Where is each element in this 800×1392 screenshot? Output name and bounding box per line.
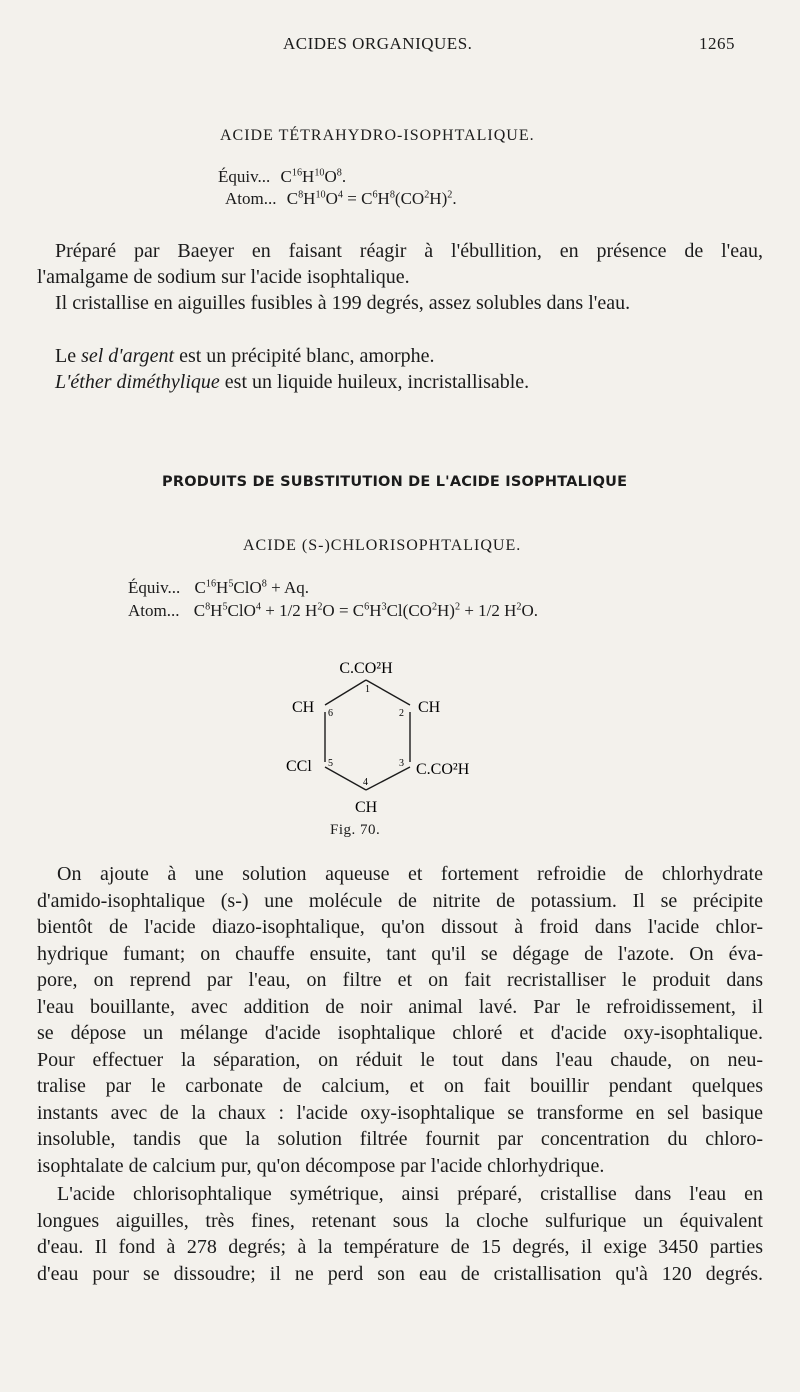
body-line: se dépose un mélange d'acide isophtalique chloré et d'acide oxy-isophtalique. <box>37 1022 763 1044</box>
position-2: 2 <box>399 708 404 719</box>
bond-5-4 <box>325 767 366 790</box>
right-lower-label: C.CO²H <box>416 761 470 778</box>
top-group-label: C.CO²H <box>339 660 393 677</box>
body-line: pore, on reprend par l'eau, on filtre et on fait recristalliser le produit dans <box>37 969 763 991</box>
left-upper-label: CH <box>292 699 315 716</box>
body-line: tralise par le carbonate de calcium, et on fait bouillir pendant quelques <box>37 1075 763 1097</box>
section2-title: ACIDE (S-)CHLORISOPHTALIQUE. <box>243 537 522 554</box>
body-line: d'eau pour se dissoudre; il ne perd son eau de cristallisation qu'à 120 degrés. <box>37 1262 763 1285</box>
equiv-label: Équiv... <box>128 578 181 597</box>
position-4: 4 <box>363 777 368 788</box>
section2-heading: PRODUITS DE SUBSTITUTION DE L'ACIDE ISOPHTALIQUE <box>162 474 628 490</box>
body-line: bientôt de l'acide diazo-isophtalique, qu'on dissout à froid dans l'acide chlor- <box>37 916 763 938</box>
atom-label: Atom... <box>128 601 180 620</box>
bond-3-4 <box>366 767 410 790</box>
body-line: longues aiguilles, très fines, retenant sous la cloche sulfurique un équivalent <box>37 1209 763 1232</box>
body-line: On ajoute à une solution aqueuse et fortement refroidie de chlorhydrate <box>57 863 763 885</box>
section2-atom-formula: Atom... $C^8H^5ClO^4 + 1/2$ $H^2O = C^6H^3Cl(CO^2H)^2 + 1/2$ $H^2O$. <box>128 601 539 620</box>
body-line: hydrique fumant; on chauffe ensuite, tant qu'il se dégage de l'azote. On éva- <box>37 942 763 965</box>
section1-para2: Il cristallise en aiguilles fusibles à 199 degrés, assez solubles dans l'eau. <box>55 292 631 314</box>
section1-para4: L'éther diméthylique est un liquide huileux, incristallisable. <box>55 371 530 393</box>
page-number: 1265 <box>699 34 735 53</box>
right-upper-label: CH <box>418 699 441 716</box>
body-line: isophtalate de calcium pur, qu'on décompose par l'acide chlorhydrique. <box>37 1154 605 1177</box>
bond-1-2 <box>366 680 410 705</box>
body-paragraph <box>37 861 763 1179</box>
atom-label: Atom... <box>225 189 277 208</box>
position-3: 3 <box>399 758 404 769</box>
section1-title: ACIDE TÉTRAHYDRO-ISOPHTALIQUE. <box>220 127 535 144</box>
bond-1-6 <box>325 680 366 705</box>
section1-para1-line2: l'amalgame de sodium sur l'acide isophtalique. <box>37 266 410 288</box>
body-line: Pour effectuer la séparation, on réduit le tout dans l'eau chaude, on neu- <box>37 1048 763 1071</box>
section1-equiv-formula: Équiv... $C^{16}H^{10}O^8$. <box>218 167 347 186</box>
body-line: l'eau bouillante, avec addition de noir animal lavé. Par le refroidissement, il <box>37 995 763 1018</box>
body-line: insoluble, tandis que la solution filtrée fournit par concentration du chloro- <box>37 1128 763 1150</box>
bottom-group-label: CH <box>355 799 378 816</box>
position-1: 1 <box>365 684 370 695</box>
running-title: ACIDES ORGANIQUES. <box>283 34 473 53</box>
section1-para3: Le sel d'argent est un précipité blanc, amorphe. <box>55 345 435 367</box>
last-paragraph <box>37 1181 763 1287</box>
section2-equiv-formula: Équiv... $C^{16}H^5ClO^8 + Aq$. <box>128 578 310 597</box>
body-line: L'acide chlorisophtalique symétrique, ainsi préparé, cristallise dans l'eau en <box>57 1183 763 1205</box>
hexagon-ring <box>325 680 410 790</box>
left-lower-label: CCl <box>286 758 312 775</box>
figure-caption: Fig. 70. <box>330 822 381 838</box>
body-line: d'eau. Il fond à 278 degrés; à la température de 15 degrés, il exige 3450 parties <box>37 1236 763 1258</box>
position-6: 6 <box>328 708 333 719</box>
structural-formula-diagram <box>270 650 530 820</box>
body-line: d'amido-isophtalique (s-) une molécule de nitrite de potassium. Il se précipite <box>37 889 763 912</box>
section1-atom-formula: Atom... $C^8H^{10}O^4 = C^6H^8(CO^2H)^2$. <box>225 189 457 208</box>
body-line: instants avec de la chaux : l'acide oxy-isophtalique se transforme en sel basique <box>37 1101 763 1124</box>
position-5: 5 <box>328 758 333 769</box>
section1-para1-line1: Préparé par Baeyer en faisant réagir à l'ébullition, en présence de l'eau, <box>55 240 763 262</box>
equiv-label: Équiv... <box>218 167 271 186</box>
